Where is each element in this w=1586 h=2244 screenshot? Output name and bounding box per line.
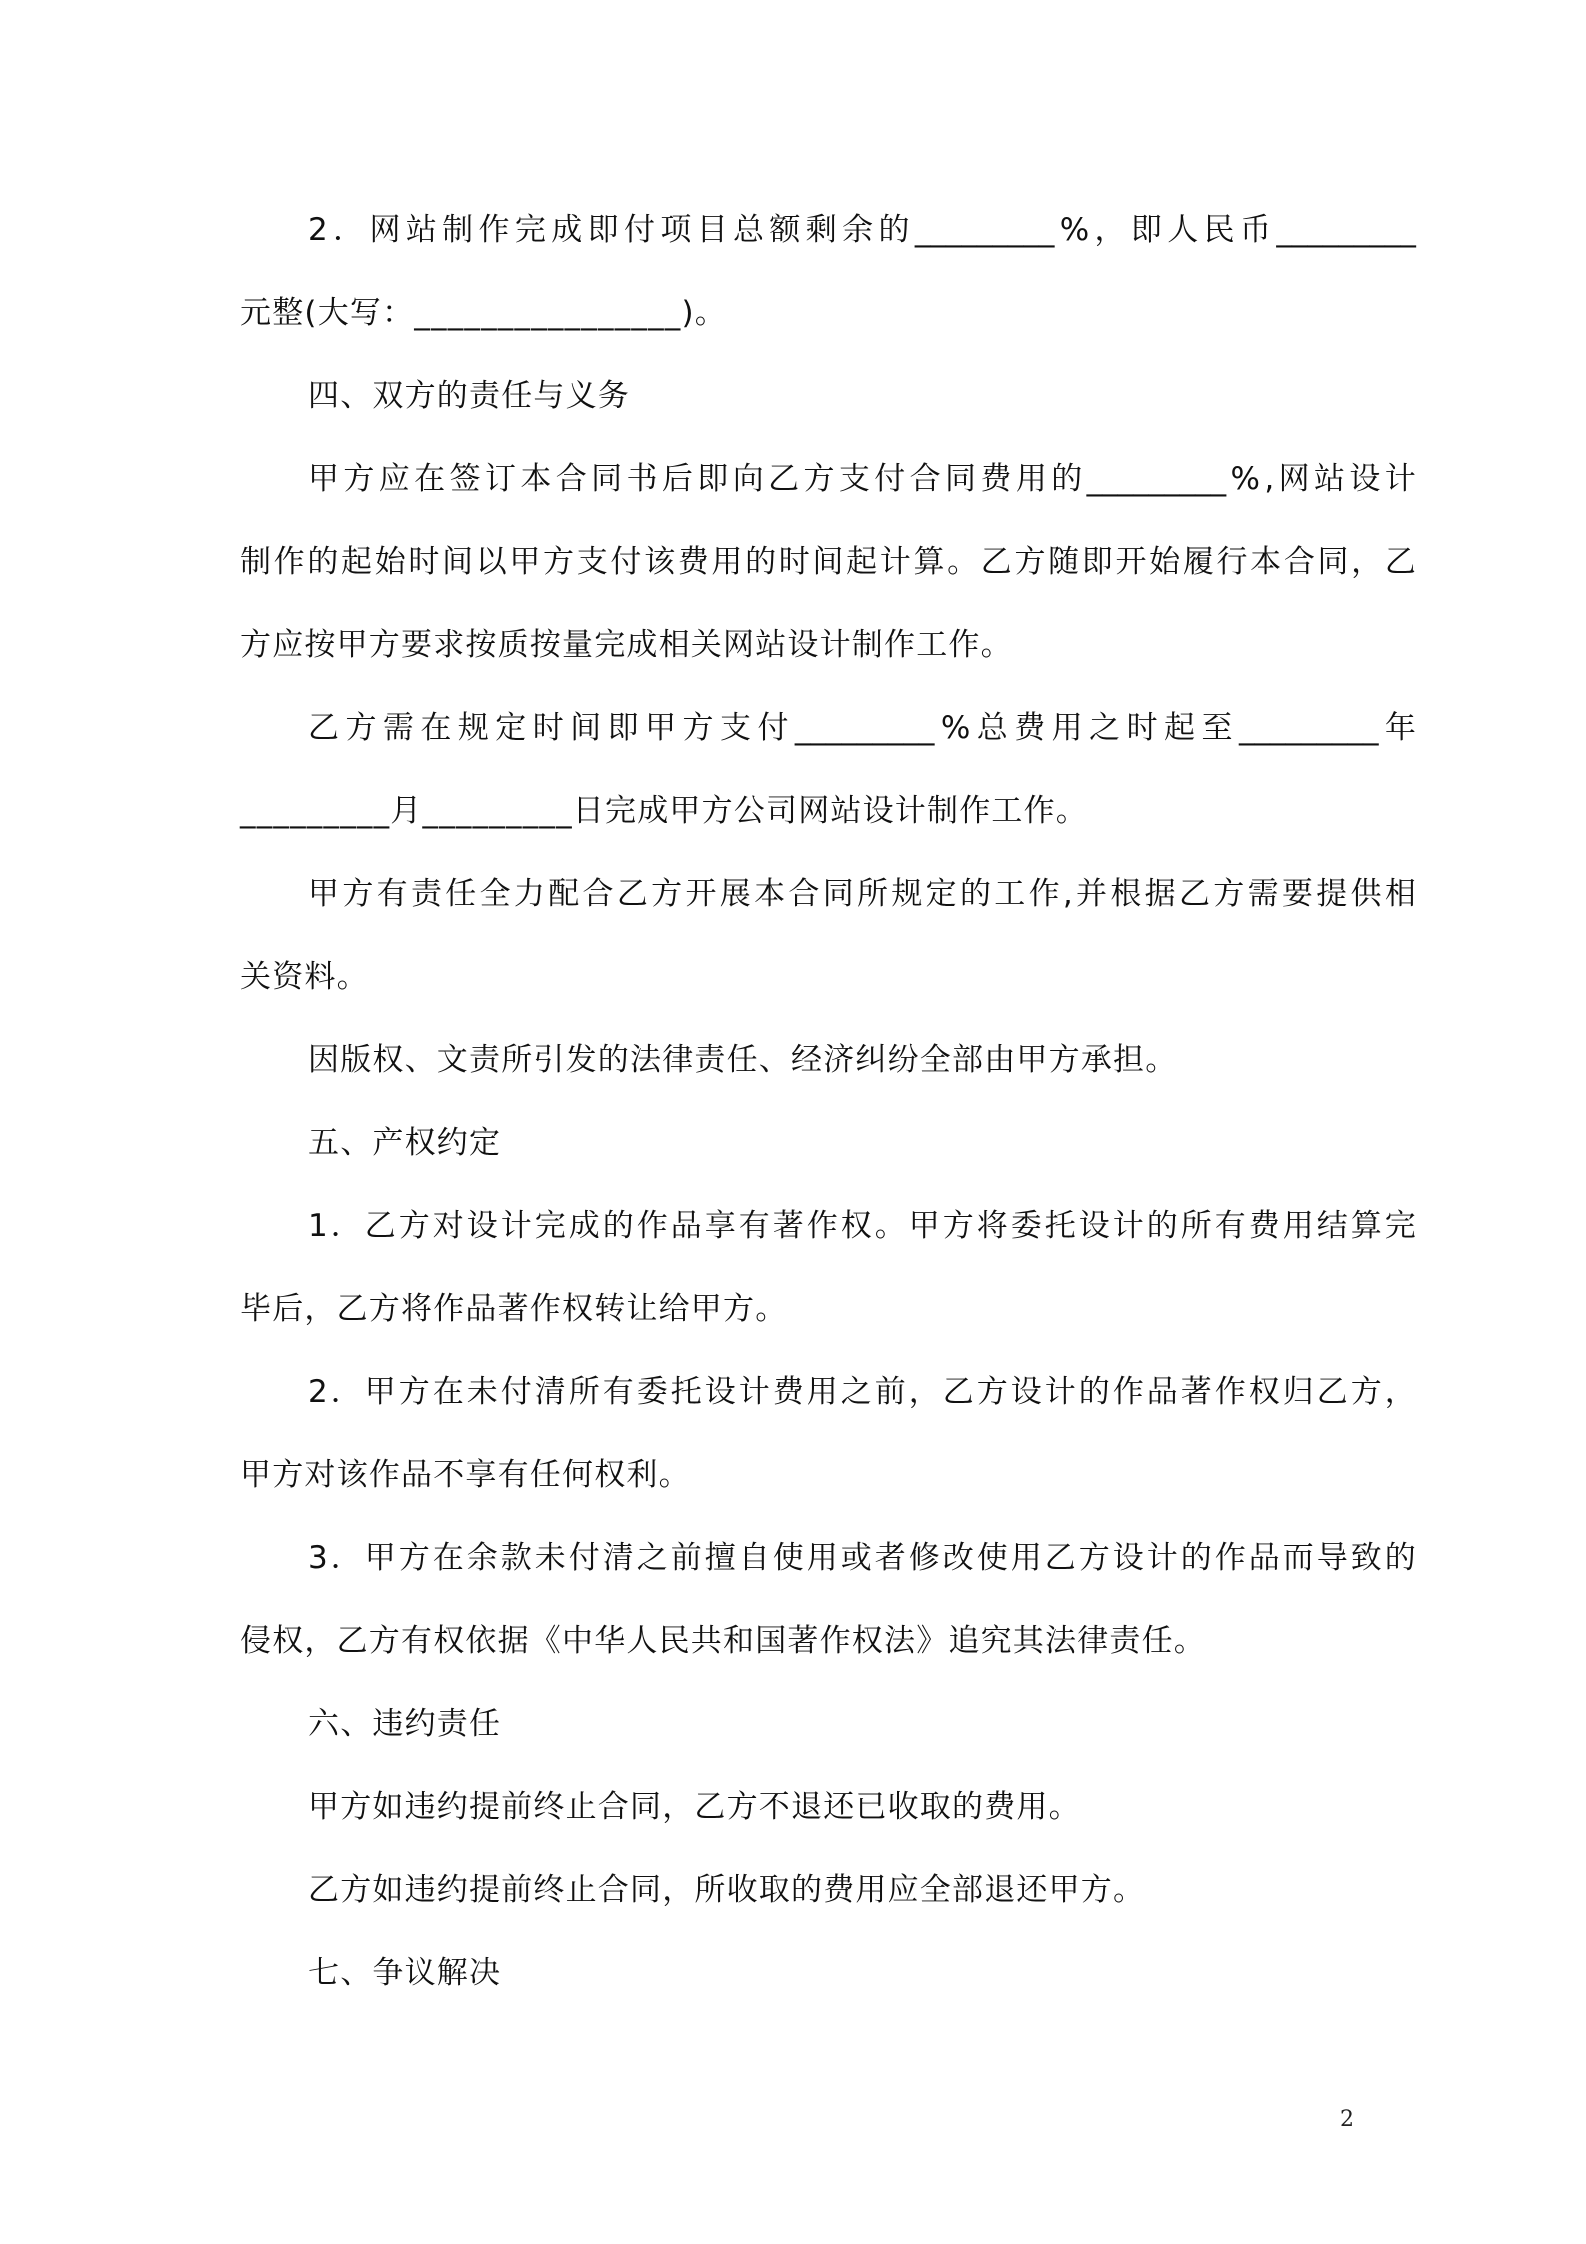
section-heading: 五、产权约定	[308, 1125, 502, 1161]
paragraph-line: 乙方如违约提前终止合同，所收取的费用应全部退还甲方。	[308, 1872, 1146, 1908]
page-number: 2	[1340, 2107, 1354, 2132]
paragraph-line: 甲方如违约提前终止合同，乙方不退还已收取的费用。	[308, 1789, 1081, 1825]
paragraph-line: 甲 方 有 责 任 全 力 配 合 乙 方 开 展 本 合 同 所 规 定 的 工 作 , 并 根 据 乙 方 需 要 提 供 相	[308, 876, 1416, 912]
paragraph-line: 乙 方 需 在 规 定 时 间 即 甲 方 支 付 _________ % 总 费 用 之 时 起 至 _________ 年	[308, 710, 1416, 746]
paragraph-line: 方应按甲方要求按质按量完成相关网站设计制作工作。	[240, 627, 1013, 663]
paragraph-line: 元整(大写：________________)。	[240, 295, 727, 331]
paragraph-line: _________月_________日完成甲方公司网站设计制作工作。	[240, 793, 1088, 829]
section-heading: 四、双方的责任与义务	[308, 378, 630, 414]
paragraph-line: 关资料。	[240, 959, 369, 995]
paragraph-line: 制 作 的 起 始 时 间 以 甲 方 支 付 该 费 用 的 时 间 起 计 算 。 乙 方 随 即 开 始 履 行 本 合 同 ， 乙	[240, 544, 1416, 580]
paragraph-line: 毕后，乙方将作品著作权转让给甲方。	[240, 1291, 788, 1327]
paragraph-line: 2 ． 甲 方 在 未 付 清 所 有 委 托 设 计 费 用 之 前 ， 乙 方 设 计 的 作 品 著 作 权 归 乙 方 ，	[308, 1374, 1416, 1410]
paragraph-line: 1 ． 乙 方 对 设 计 完 成 的 作 品 享 有 著 作 权 。 甲 方 将 委 托 设 计 的 所 有 费 用 结 算 完	[308, 1208, 1416, 1244]
paragraph-line: 甲方对该作品不享有任何权利。	[240, 1457, 691, 1493]
paragraph-line: 甲 方 应 在 签 订 本 合 同 书 后 即 向 乙 方 支 付 合 同 费 用 的 _________ % , 网 站 设 计	[308, 461, 1416, 497]
paragraph-line: 2 ． 网 站 制 作 完 成 即 付 项 目 总 额 剩 余 的 _________ % ， 即 人 民 币 _________	[308, 212, 1416, 248]
section-heading: 七、争议解决	[308, 1955, 502, 1991]
paragraph-line: 侵权，乙方有权依据《中华人民共和国著作权法》追究其法律责任。	[240, 1623, 1206, 1659]
section-heading: 六、违约责任	[308, 1706, 502, 1742]
paragraph-line: 3 ． 甲 方 在 余 款 未 付 清 之 前 擅 自 使 用 或 者 修 改 使 用 乙 方 设 计 的 作 品 而 导 致 的	[308, 1540, 1416, 1576]
paragraph-line: 因版权、文责所引发的法律责任、经济纠纷全部由甲方承担。	[308, 1042, 1178, 1078]
